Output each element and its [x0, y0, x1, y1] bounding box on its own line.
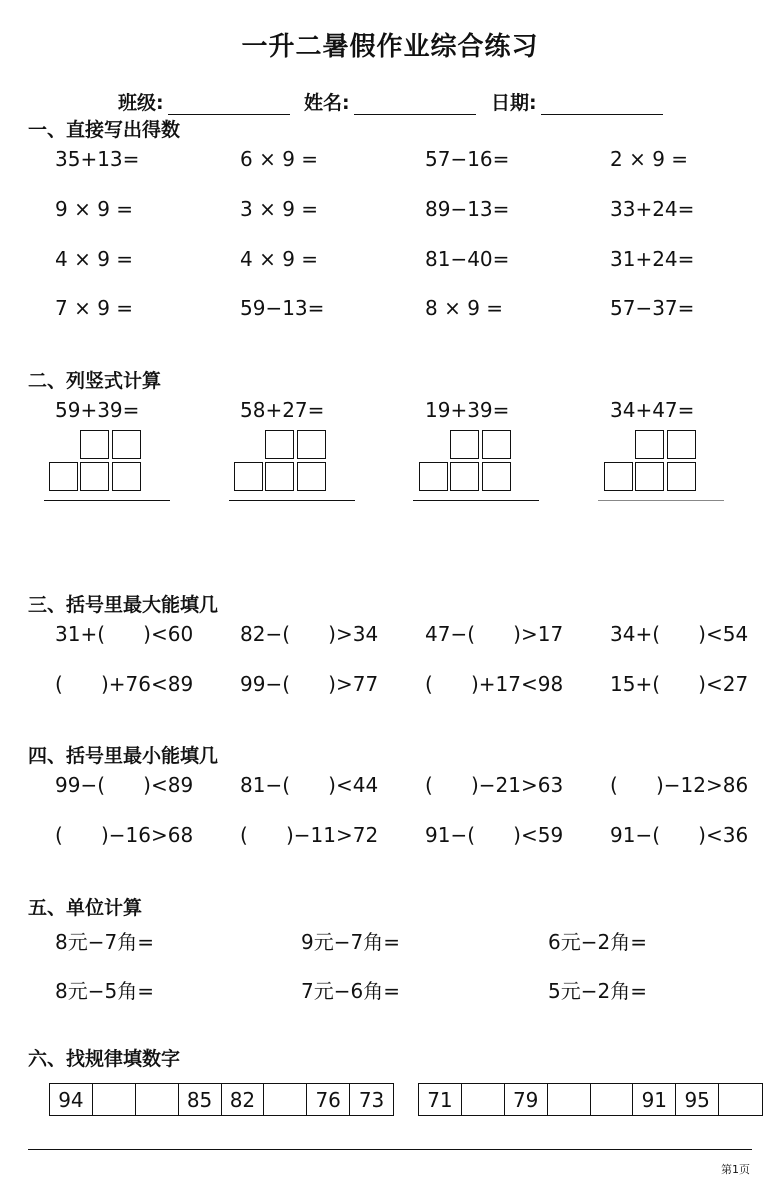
question: 34+47=	[610, 398, 695, 422]
question: 8元−7角=	[55, 930, 154, 954]
name-label: 姓名:	[304, 92, 350, 114]
answer-box[interactable]	[265, 462, 294, 491]
question: 91−( )<59	[425, 823, 564, 847]
question: 81−( )<44	[240, 773, 379, 797]
question: 6 × 9 =	[240, 147, 319, 171]
section-6-heading: 六、找规律填数字	[28, 1048, 181, 1070]
question: 57−16=	[425, 147, 510, 171]
sequence-row-2	[418, 1083, 763, 1116]
question: 15+( )<27	[610, 672, 749, 696]
question: 57−37=	[610, 296, 695, 320]
question: 6元−2角=	[548, 930, 647, 954]
sequence-blank[interactable]	[93, 1084, 136, 1115]
question: ( )+17<98	[425, 672, 564, 696]
answer-box[interactable]	[604, 462, 633, 491]
question: 99−( )<89	[55, 773, 194, 797]
question: 58+27=	[240, 398, 325, 422]
date-field	[491, 88, 663, 115]
question: 31+( )<60	[55, 622, 194, 646]
sequence-blank[interactable]	[462, 1084, 505, 1115]
answer-box[interactable]	[635, 462, 664, 491]
question: 82−( )>34	[240, 622, 379, 646]
name-field	[304, 88, 476, 115]
question: 3 × 9 =	[240, 197, 319, 221]
answer-box[interactable]	[450, 462, 479, 491]
question: 34+( )<54	[610, 622, 749, 646]
question: 7 × 9 =	[55, 296, 134, 320]
answer-box[interactable]	[635, 430, 664, 459]
question: 99−( )>77	[240, 672, 379, 696]
section-4-heading: 四、括号里最小能填几	[28, 745, 219, 767]
calc-line	[598, 500, 724, 501]
footer-divider	[28, 1149, 752, 1150]
question: 31+24=	[610, 247, 695, 271]
sequence-cell: 94	[50, 1084, 93, 1115]
question: ( )−12>86	[610, 773, 749, 797]
question: 59−13=	[240, 296, 325, 320]
section-1-heading: 一、直接写出得数	[28, 119, 181, 141]
calc-line	[44, 500, 170, 501]
question: 47−( )>17	[425, 622, 564, 646]
answer-box[interactable]	[112, 462, 141, 491]
sequence-cell: 85	[179, 1084, 222, 1115]
answer-box[interactable]	[419, 462, 448, 491]
class-label: 班级:	[118, 92, 164, 114]
page-title: 一升二暑假作业综合练习	[241, 32, 539, 62]
question: ( )−16>68	[55, 823, 194, 847]
question: ( )−11>72	[240, 823, 379, 847]
sequence-blank[interactable]	[719, 1084, 762, 1115]
question: 19+39=	[425, 398, 510, 422]
sequence-cell: 73	[358, 1087, 385, 1112]
answer-box[interactable]	[667, 462, 696, 491]
question: 59+39=	[55, 398, 140, 422]
calc-line	[229, 500, 355, 501]
question: ( )−21>63	[425, 773, 564, 797]
question: ( )+76<89	[55, 672, 194, 696]
calc-line	[413, 500, 539, 501]
answer-box[interactable]	[80, 430, 109, 459]
answer-box[interactable]	[450, 430, 479, 459]
question: 4 × 9 =	[55, 247, 134, 271]
date-label: 日期:	[491, 92, 537, 114]
answer-box[interactable]	[482, 462, 511, 491]
sequence-blank[interactable]	[136, 1084, 179, 1115]
sequence-cell: 76	[307, 1084, 350, 1115]
answer-box[interactable]	[49, 462, 78, 491]
answer-box[interactable]	[297, 462, 326, 491]
sequence-cell: 82	[222, 1084, 265, 1115]
sequence-cell: 91	[633, 1084, 676, 1115]
answer-box[interactable]	[265, 430, 294, 459]
question: 89−13=	[425, 197, 510, 221]
answer-box[interactable]	[297, 430, 326, 459]
sequence-row-1	[49, 1083, 394, 1116]
question: 4 × 9 =	[240, 247, 319, 271]
sequence-blank[interactable]	[591, 1084, 634, 1115]
answer-box[interactable]	[234, 462, 263, 491]
question: 7元−6角=	[301, 979, 400, 1003]
section-2-heading: 二、列竖式计算	[28, 370, 162, 392]
sequence-blank[interactable]	[548, 1084, 591, 1115]
page-number: 第1页	[721, 1163, 750, 1176]
sequence-cell: 71	[419, 1084, 462, 1115]
answer-box[interactable]	[667, 430, 696, 459]
date-blank[interactable]	[541, 96, 663, 115]
answer-box[interactable]	[80, 462, 109, 491]
section-5-heading: 五、单位计算	[28, 897, 143, 919]
question: 8 × 9 =	[425, 296, 504, 320]
name-blank[interactable]	[354, 96, 476, 115]
sequence-blank[interactable]	[264, 1084, 307, 1115]
class-field	[118, 88, 290, 115]
question: 33+24=	[610, 197, 695, 221]
question: 35+13=	[55, 147, 140, 171]
sequence-cell: 79	[505, 1084, 548, 1115]
answer-box[interactable]	[112, 430, 141, 459]
class-blank[interactable]	[168, 96, 290, 115]
sequence-cell: 95	[676, 1084, 719, 1115]
question: 2 × 9 =	[610, 147, 689, 171]
question: 91−( )<36	[610, 823, 749, 847]
question: 81−40=	[425, 247, 510, 271]
question: 9元−7角=	[301, 930, 400, 954]
question: 8元−5角=	[55, 979, 154, 1003]
question: 9 × 9 =	[55, 197, 134, 221]
question: 5元−2角=	[548, 979, 647, 1003]
answer-box[interactable]	[482, 430, 511, 459]
section-3-heading: 三、括号里最大能填几	[28, 594, 219, 616]
